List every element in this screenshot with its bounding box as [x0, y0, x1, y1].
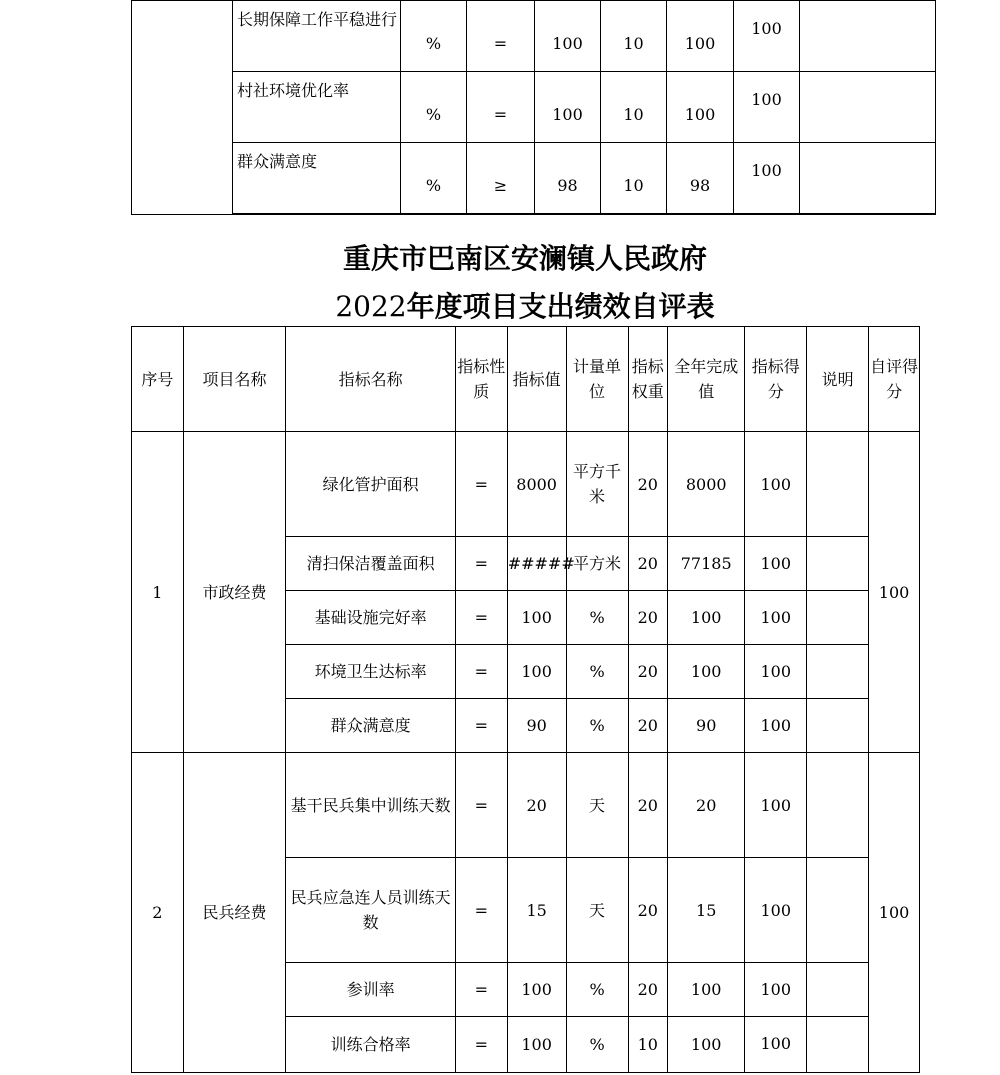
score-cell: 100 [745, 858, 807, 963]
header-actual: 全年完成值 [668, 327, 745, 432]
weight-cell: 20 [628, 699, 668, 753]
indicator-name: 绿化管护面积 [286, 432, 456, 537]
weight-cell: 20 [628, 858, 668, 963]
nature-cell: = [455, 432, 507, 537]
indicator-name: 清扫保洁覆盖面积 [286, 537, 456, 591]
header-indicator: 指标名称 [286, 327, 456, 432]
value-cell: 100 [507, 645, 566, 699]
unit-cell: % [401, 143, 467, 215]
header-project: 项目名称 [183, 327, 286, 432]
header-row [132, 327, 920, 432]
nature-cell: ≥ [467, 143, 535, 215]
actual-cell: 98 [667, 143, 734, 215]
empty-cell [132, 1, 233, 215]
header-value: 指标值 [507, 327, 566, 432]
value-cell: 90 [507, 699, 566, 753]
actual-cell: 100 [667, 72, 734, 143]
note-cell [807, 432, 869, 537]
note-cell [807, 1017, 869, 1073]
weight-cell: 20 [628, 753, 668, 858]
actual-cell: 100 [667, 1, 734, 72]
indicator-name: 基干民兵集中训练天数 [286, 753, 456, 858]
actual-cell: 20 [668, 753, 745, 858]
note-cell [807, 699, 869, 753]
target-cell: 98 [535, 143, 601, 215]
unit-cell: 平方米 [566, 537, 628, 591]
score-cell: 100 [745, 1017, 807, 1073]
title-rest: 年度项目支出绩效自评表 [406, 290, 715, 323]
value-cell: 100 [507, 1017, 566, 1073]
title-year: 2022 [335, 290, 407, 323]
weight-cell: 20 [628, 537, 668, 591]
actual-cell: 77185 [668, 537, 745, 591]
weight-cell: 20 [628, 432, 668, 537]
weight-cell: 10 [601, 1, 667, 72]
title-line-1: 重庆市巴南区安澜镇人民政府 [342, 242, 707, 275]
evaluation-table [131, 326, 920, 1073]
score-cell: 100 [734, 1, 800, 72]
unit-cell: % [401, 72, 467, 143]
self-score-cell: 100 [869, 753, 920, 1073]
table-row [132, 432, 920, 537]
note-cell [807, 963, 869, 1017]
table-row [132, 143, 936, 215]
value-cell: 100 [507, 591, 566, 645]
note-cell [807, 645, 869, 699]
project-seq: 1 [132, 432, 184, 753]
actual-cell: 100 [668, 1017, 745, 1073]
nature-cell: = [455, 963, 507, 1017]
weight-cell: 10 [628, 1017, 668, 1073]
score-cell: 100 [734, 72, 800, 143]
note-cell [807, 537, 869, 591]
actual-cell: 8000 [668, 432, 745, 537]
indicator-name: 环境卫生达标率 [286, 645, 456, 699]
header-weight: 指标权重 [628, 327, 668, 432]
previous-table-fragment [131, 0, 936, 215]
unit-cell: 天 [566, 753, 628, 858]
score-cell: 100 [745, 537, 807, 591]
target-cell: 100 [535, 1, 601, 72]
unit-cell: % [566, 645, 628, 699]
table-row [132, 1, 936, 72]
unit-cell: % [566, 963, 628, 1017]
actual-cell: 90 [668, 699, 745, 753]
value-cell: 15 [507, 858, 566, 963]
indicator-name: 民兵应急连人员训练天数 [286, 858, 456, 963]
note-cell [800, 72, 936, 143]
score-cell: 100 [745, 591, 807, 645]
weight-cell: 20 [628, 645, 668, 699]
note-cell [800, 1, 936, 72]
note-cell [800, 143, 936, 215]
score-cell: 100 [745, 963, 807, 1017]
actual-cell: 100 [668, 645, 745, 699]
header-score: 指标得分 [745, 327, 807, 432]
note-cell [807, 753, 869, 858]
indicator-name: 长期保障工作平稳进行 [233, 1, 401, 72]
actual-cell: 100 [668, 591, 745, 645]
table-row [132, 72, 936, 143]
project-name: 民兵经费 [183, 753, 286, 1073]
header-seq: 序号 [132, 327, 184, 432]
nature-cell: = [455, 699, 507, 753]
nature-cell: = [455, 645, 507, 699]
weight-cell: 20 [628, 591, 668, 645]
title-line-2 [0, 283, 1000, 331]
header-unit: 计量单位 [566, 327, 628, 432]
unit-cell: % [566, 1017, 628, 1073]
indicator-name: 基础设施完好率 [286, 591, 456, 645]
header-note: 说明 [807, 327, 869, 432]
indicator-name: 参训率 [286, 963, 456, 1017]
nature-cell: = [455, 591, 507, 645]
score-cell: 100 [745, 753, 807, 858]
value-cell: 8000 [507, 432, 566, 537]
unit-cell: % [566, 699, 628, 753]
unit-cell: % [566, 591, 628, 645]
actual-cell: 15 [668, 858, 745, 963]
unit-cell: 天 [566, 858, 628, 963]
value-cell: 20 [507, 753, 566, 858]
document-title [0, 235, 1000, 331]
note-cell [807, 591, 869, 645]
nature-cell: = [467, 72, 535, 143]
header-self-score: 自评得分 [869, 327, 920, 432]
nature-cell: = [455, 537, 507, 591]
indicator-name: 群众满意度 [286, 699, 456, 753]
weight-cell: 10 [601, 72, 667, 143]
target-cell: 100 [535, 72, 601, 143]
score-cell: 100 [734, 143, 800, 215]
nature-cell: = [467, 1, 535, 72]
table-row [132, 753, 920, 858]
nature-cell: = [455, 1017, 507, 1073]
score-cell: 100 [745, 645, 807, 699]
unit-cell: % [401, 1, 467, 72]
indicator-name: 训练合格率 [286, 1017, 456, 1073]
self-score-cell: 100 [869, 432, 920, 753]
weight-cell: 20 [628, 963, 668, 1017]
actual-cell: 100 [668, 963, 745, 1017]
project-seq: 2 [132, 753, 184, 1073]
score-cell: 100 [745, 432, 807, 537]
nature-cell: = [455, 753, 507, 858]
indicator-name: 村社环境优化率 [233, 72, 401, 143]
indicator-name: 群众满意度 [233, 143, 401, 215]
header-nature: 指标性质 [455, 327, 507, 432]
nature-cell: = [455, 858, 507, 963]
weight-cell: 10 [601, 143, 667, 215]
unit-cell: 平方千米 [566, 432, 628, 537]
value-cell: ##### [507, 537, 566, 591]
project-name: 市政经费 [183, 432, 286, 753]
score-cell: 100 [745, 699, 807, 753]
value-cell: 100 [507, 963, 566, 1017]
note-cell [807, 858, 869, 963]
